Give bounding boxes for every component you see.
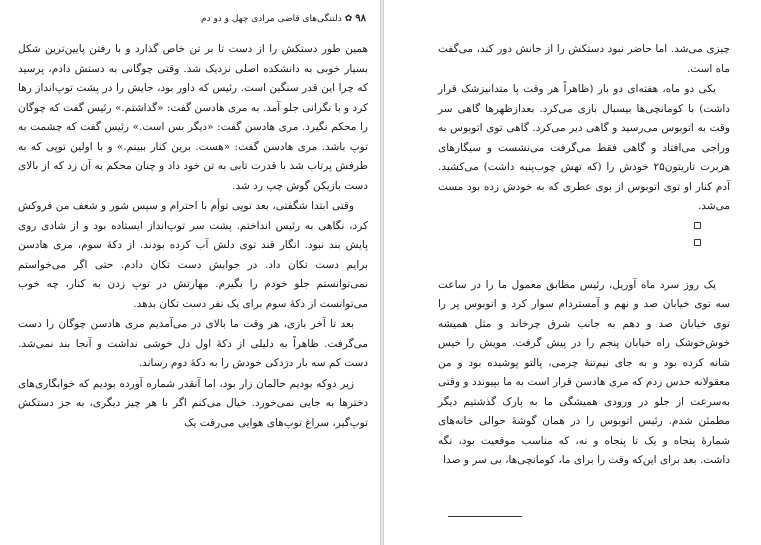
page-number: ۹۸ [355, 13, 366, 24]
left-page [0, 0, 380, 545]
paragraph: بعد تا آخر بازی، هر وقت ما بالای در می‌آمدیم مری هادسن چوگان را دست می‌گرفت. ظاهراً به دلیلی از دکهٔ اول دل خوشی نداشت و آنجا بند نمی‌شد. دست کم سه بار دزدکی خودش را به دکهٔ دوم رساند. [18, 318, 368, 369]
right-page [384, 0, 761, 545]
paragraph: یکی دو ماه، هفته‌ای دو بار (ظاهراً هر وقت پا متدانیزشک قرار داشت) با کومانچی‌ها بیسبال بازی می‌کرد. بعدازظهرها گاهی سر وقت به اتوبوس می‌رسید و گاهی دیر می‌کرد. گاهی توی اتوبوس به وراجی می‌افتاد و گاهی فقط می‌گرفت می‌نشست و سیگارهای هربرت تاریتون‌۲۵ خودش را (که تهش چوب‌پنبه داشت) می‌کشید. آدم کنار او توی اتوبوس از بوی عطری که به خودش زده بود مست می‌شد. [438, 83, 731, 212]
paragraph: زیر دوکه بودیم حالمان زار بود، اما آنقدر شماره آورده بودیم که خوابگاری‌های دخترها به جایی نمی‌خورد. خیال می‌کنم اگر با هر چیز دیگری، به جز دستکش توپ‌گیر، سراغ توپ‌های هوایی می‌رفت یک [18, 377, 368, 429]
paragraph: وقتی ابتدا شگفتی، بعد توپی توأم با احترام و سپس شور و شعف من فروکش کرد، نگاهی به رئیس انداختم. پشت سر توپ‌انداز ایستاده بود و از شادی روی پایش بند نبود. انگار قند توی دلش آب کرده بودند. از دکهٔ سوم، مری هادسن برایم دست تکان داد. در جوابش دست تکان دادم. حتی اگر می‌خواستم نمی‌توانستم جلو خودم را بگیرم. مهارتش در توپ زدن به کنار، چه خوب می‌توانست از دکهٔ سوم برای یک نفر دست تکان بدهد. [18, 200, 368, 310]
footnote-rule [448, 516, 522, 517]
paragraph: چیزی می‌شد. اما حاضر نبود دستکش را از جانش دور کند، می‌گفت ماه است. [438, 43, 730, 75]
paragraph: همین طور دستکش را از دست تا بر تن خاص گذارد و با رفتن پایین‌ترین شکل بسیار خوبی به دانشکده اصلی نزدیک شد. وقتی چوگانی به دستش دادم، پرسید که چرا این قدر سنگین است. رئیس که داور بود، جایش را در پشت توپ‌انداز رها کرد و با نگرانی جلو آمد. به مری هادسن گفت: «گذاشتم.» رئیس گفت که چوگان را محکم نگیرد. مری هادسن گفت: «دیگر بس است.» رئیس گفت که چشمت به توپ باشد. مری هادسن گفت: «هست. برین کنار ببینم.» و با اولین توپی که به طرفش پرتاب شد با قدرت تابی به تن خود داد و چنان محکم به آن زد که از بالای دست بازیکن گوش چپ رد شد. [17, 43, 368, 192]
square-ornament-icon [694, 239, 701, 246]
running-head [160, 13, 366, 25]
square-ornament-icon [694, 222, 701, 229]
paragraph: یک روز سرد ماه آوریل، رئیس مطابق معمول ما را در ساعت سه توی خیابان صد و نهم و آمستردام سوار کرد و اتوبوس پر را توی خیابان صد و دهم به جانب شرق چرخاند و مثل همیشه خوش‌خوشک راه خیابان پنجم را در پیش گرفت. مویش را خیس شانه کرده بود و به جای نیم‌تنهٔ چرمی، پالتو پوشیده بود و من معقولانه حدس زدم که مری هادسن قرار است به ما بپیوندد و وقتی به‌سرعت از جلو در ورودی همیشگی ما به پارک گذشتیم دیگر مطمئن شدم. رئیس اتوبوس را در همان گوشهٔ حوالی خانه‌های شمارهٔ پنجاه و یک تا پنجاه و نه، که مناسب موقعیت بود، نگه داشت. بعد برای این‌که وقت را برای ما، کومانچی‌ها، بی سر و صدا [438, 278, 730, 466]
running-title: دلتنگی‌های قاضی مرادی چهل و دو دم [201, 14, 342, 24]
flower-ornament-icon: ✿ [344, 14, 353, 24]
right-text-block [438, 40, 730, 472]
left-text-block [18, 40, 368, 434]
section-separator [438, 218, 730, 276]
